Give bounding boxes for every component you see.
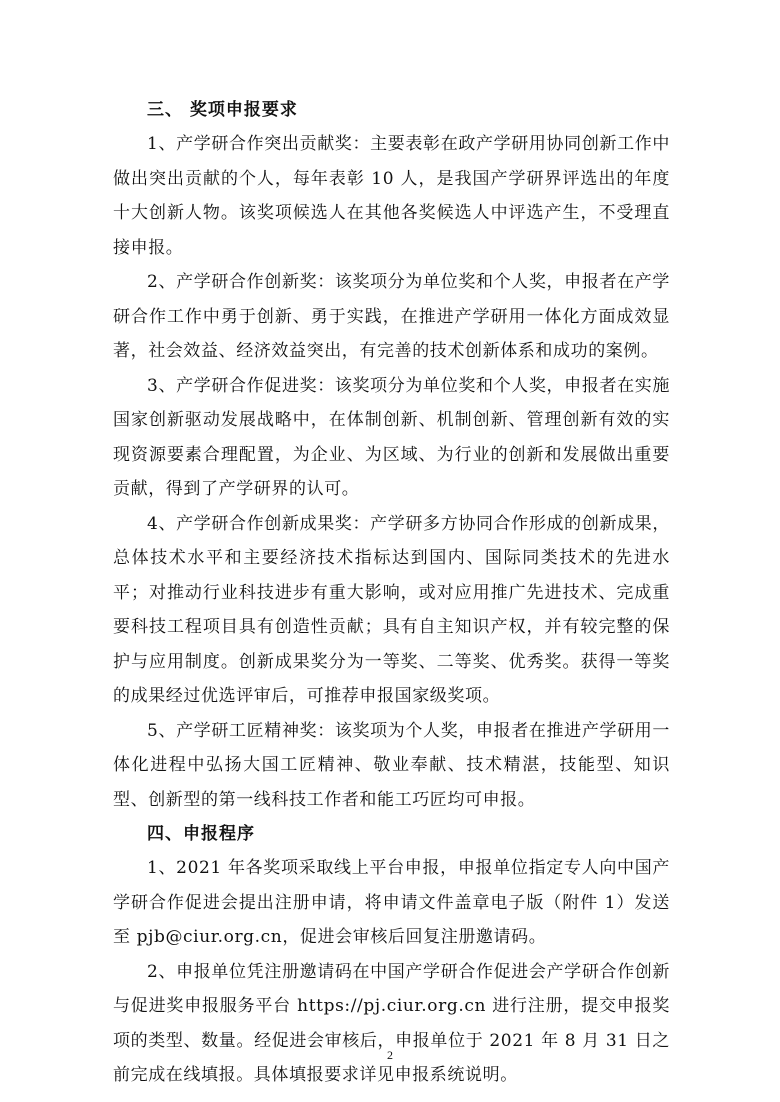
paragraph-award-innovation-achievement: 4、产学研合作创新成果奖：产学研多方协同合作形成的创新成果，总体技术水平和主要经济技术指标达到国内、国际同类技术的先进水平；对推动行业科技进步有重大影响，或对应用推广先进技术、完成重要科技工程项目具有创造性贡献；具有自主知识产权，并有较完整的保护与应用制度。创新成果奖分为一等奖、二等奖、优秀奖。获得一等奖的成果经过优选评审后，可推荐申报国家级奖项。 [113,513,670,706]
paragraph-procedure-1: 1、2021 年各奖项采取线上平台申报，申报单位指定专人向中国产学研合作促进会提出注册申请，将申请文件盖章电子版（附件 1）发送至 pjb@ciur.org.cn，促进会审核后回复注册邀请码。 [113,858,670,947]
section-4-heading: 四、申报程序 [147,824,255,844]
paragraph-award-outstanding-contribution: 1、产学研合作突出贡献奖：主要表彰在政产学研用协同创新工作中做出突出贡献的个人，每年表彰 10 人，是我国产学研界评选出的年度十大创新人物。该奖项候选人在其他各奖候选人中评选产生，不受理直接申报。 [113,134,670,258]
page-number: 2 [387,1048,393,1062]
paragraph-award-innovation: 2、产学研合作创新奖：该奖项分为单位奖和个人奖，申报者在产学研合作工作中勇于创新、勇于实践，在推进产学研用一体化方面成效显著，社会效益、经济效益突出，有完善的技术创新体系和成功的案例。 [113,272,670,361]
paragraph-award-craftsman-spirit: 5、产学研工匠精神奖：该奖项为个人奖，申报者在推进产学研用一体化进程中弘扬大国工匠精神、敬业奉献、技术精湛，技能型、知识型、创新型的第一线科技工作者和能工巧匠均可申报。 [113,720,670,810]
paragraph-procedure-2: 2、申报单位凭注册邀请码在中国产学研合作促进会产学研合作创新与促进奖申报服务平台 https://pj.ciur.org.cn 进行注册，提交申报奖项的类型、数量。经促进会审核后，申报单位于 2021 年 8 月 31 日之前完成在线填报。具体填报要求详见申报系统说明。 [113,961,670,1085]
section-3-heading: 三、 奖项申报要求 [147,100,298,120]
paragraph-award-promotion: 3、产学研合作促进奖：该奖项分为单位奖和个人奖，申报者在实施国家创新驱动发展战略中，在体制创新、机制创新、管理创新有效的实现资源要素合理配置，为企业、为区域、为行业的创新和发展做出重要贡献，得到了产学研界的认可。 [113,375,670,499]
